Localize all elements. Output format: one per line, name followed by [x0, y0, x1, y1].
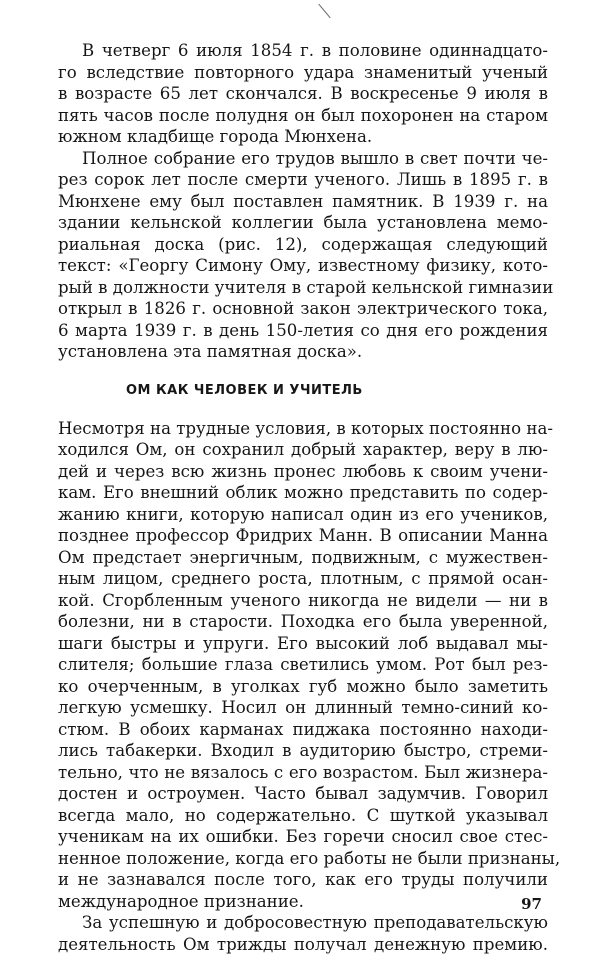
text-line: установлена эта памятная доска». — [58, 342, 363, 361]
text-line: кам. Его внешний облик можно представить по содер- — [58, 483, 548, 502]
text-line: лись табакерки. Входил в аудиторию быстро, стреми- — [58, 741, 548, 760]
text-line: болезни, ни в старости. Походка его была уверенной, — [58, 612, 548, 631]
text-line: рый в должности учителя в старой кельнской гимназии — [58, 277, 554, 297]
paragraph-memorial — [58, 148, 554, 363]
text-line: ходился Ом, он сохранил добрый характер, веру в лю- — [58, 440, 548, 459]
text-line: текст: «Георгу Симону Ому, известному физику, кото- — [58, 256, 548, 275]
text-line: шаги быстры и упруги. Его высокий лоб выдавал мы- — [58, 633, 548, 653]
text-line: слителя; большие глаза светились умом. Рот был рез- — [58, 655, 548, 674]
text-line: тельно, что не вязалось с его возрастом. Был жизнера- — [58, 762, 548, 782]
text-line: дей и через всю жизнь пронес любовь к своим учени- — [58, 461, 548, 481]
text-line: ученикам на их ошибки. Без горечи сносил свое стес- — [58, 827, 548, 846]
text-line: жанию книги, которую написал один из его учеников, — [58, 504, 548, 524]
text-line: открыл в 1826 г. основной закон электрического тока, — [58, 299, 548, 318]
page-number: 97 — [521, 895, 542, 913]
text-line: 6 марта 1939 г. в день 150-летия со дня его рождения — [58, 320, 548, 340]
paragraph-character — [58, 418, 561, 913]
text-line: риальная доска (рис. 12), содержащая следующий — [58, 234, 548, 254]
text-block — [58, 40, 561, 955]
text-line: деятельность Ом трижды получал денежную премию. — [58, 934, 548, 954]
text-line: в возрасте 65 лет скончался. В воскресенье 9 июля в — [58, 84, 548, 103]
text-line: ко очерченным, в уголках губ можно было заметить — [58, 676, 548, 696]
text-line: го вследствие повторного удара знаменитый ученый — [58, 62, 548, 82]
text-line: кой. Сгорбленным ученого никогда не видели — ни в — [58, 590, 548, 610]
text-line: ным лицом, среднего роста, плотным, с прямой осан- — [58, 569, 548, 588]
text-line: Несмотря на трудные условия, в которых постоянно на- — [58, 418, 553, 438]
text-line: позднее профессор Фридрих Манн. В описании Манна — [58, 526, 548, 545]
text-line: достен и остроумен. Часто бывал задумчив. Говорил — [58, 784, 548, 803]
text-line: пять часов после полудня он был похоронен на старом — [58, 105, 548, 125]
text-line: Полное собрание его трудов вышло в свет почти че- — [82, 148, 548, 168]
text-line: ненное положение, когда его работы не были признаны, — [58, 848, 561, 868]
text-line: Ом предстает энергичным, подвижным, с мужествен- — [58, 547, 548, 567]
text-line: За успешную и добросовестную преподавательскую — [82, 913, 548, 932]
text-line: всегда мало, но содержательно. С шуткой указывал — [58, 805, 548, 825]
paragraph-award — [58, 912, 548, 955]
text-line: международное признание. — [58, 891, 304, 911]
scan-artifact-mark — [318, 4, 330, 18]
text-line: легкую усмешку. Носил он длинный темно-синий ко- — [58, 698, 548, 717]
section-heading: ОМ КАК ЧЕЛОВЕК И УЧИТЕЛЬ — [126, 382, 363, 398]
text-line: Мюнхене ему был поставлен памятник. В 1939 г. на — [58, 191, 548, 211]
text-line: и не зазнавался после того, как его труды получили — [58, 870, 548, 889]
text-line: южном кладбище города Мюнхена. — [58, 127, 373, 146]
paragraph-death — [58, 40, 548, 148]
text-line: рез сорок лет после смерти ученого. Лишь в 1895 г. в — [58, 170, 548, 189]
text-line: здании кельнской коллегии была установлена мемо- — [58, 213, 548, 232]
text-line: В четверг 6 июля 1854 г. в половине одиннадцато- — [82, 41, 548, 60]
text-line: стюм. В обоих карманах пиджака постоянно находи- — [58, 719, 548, 739]
